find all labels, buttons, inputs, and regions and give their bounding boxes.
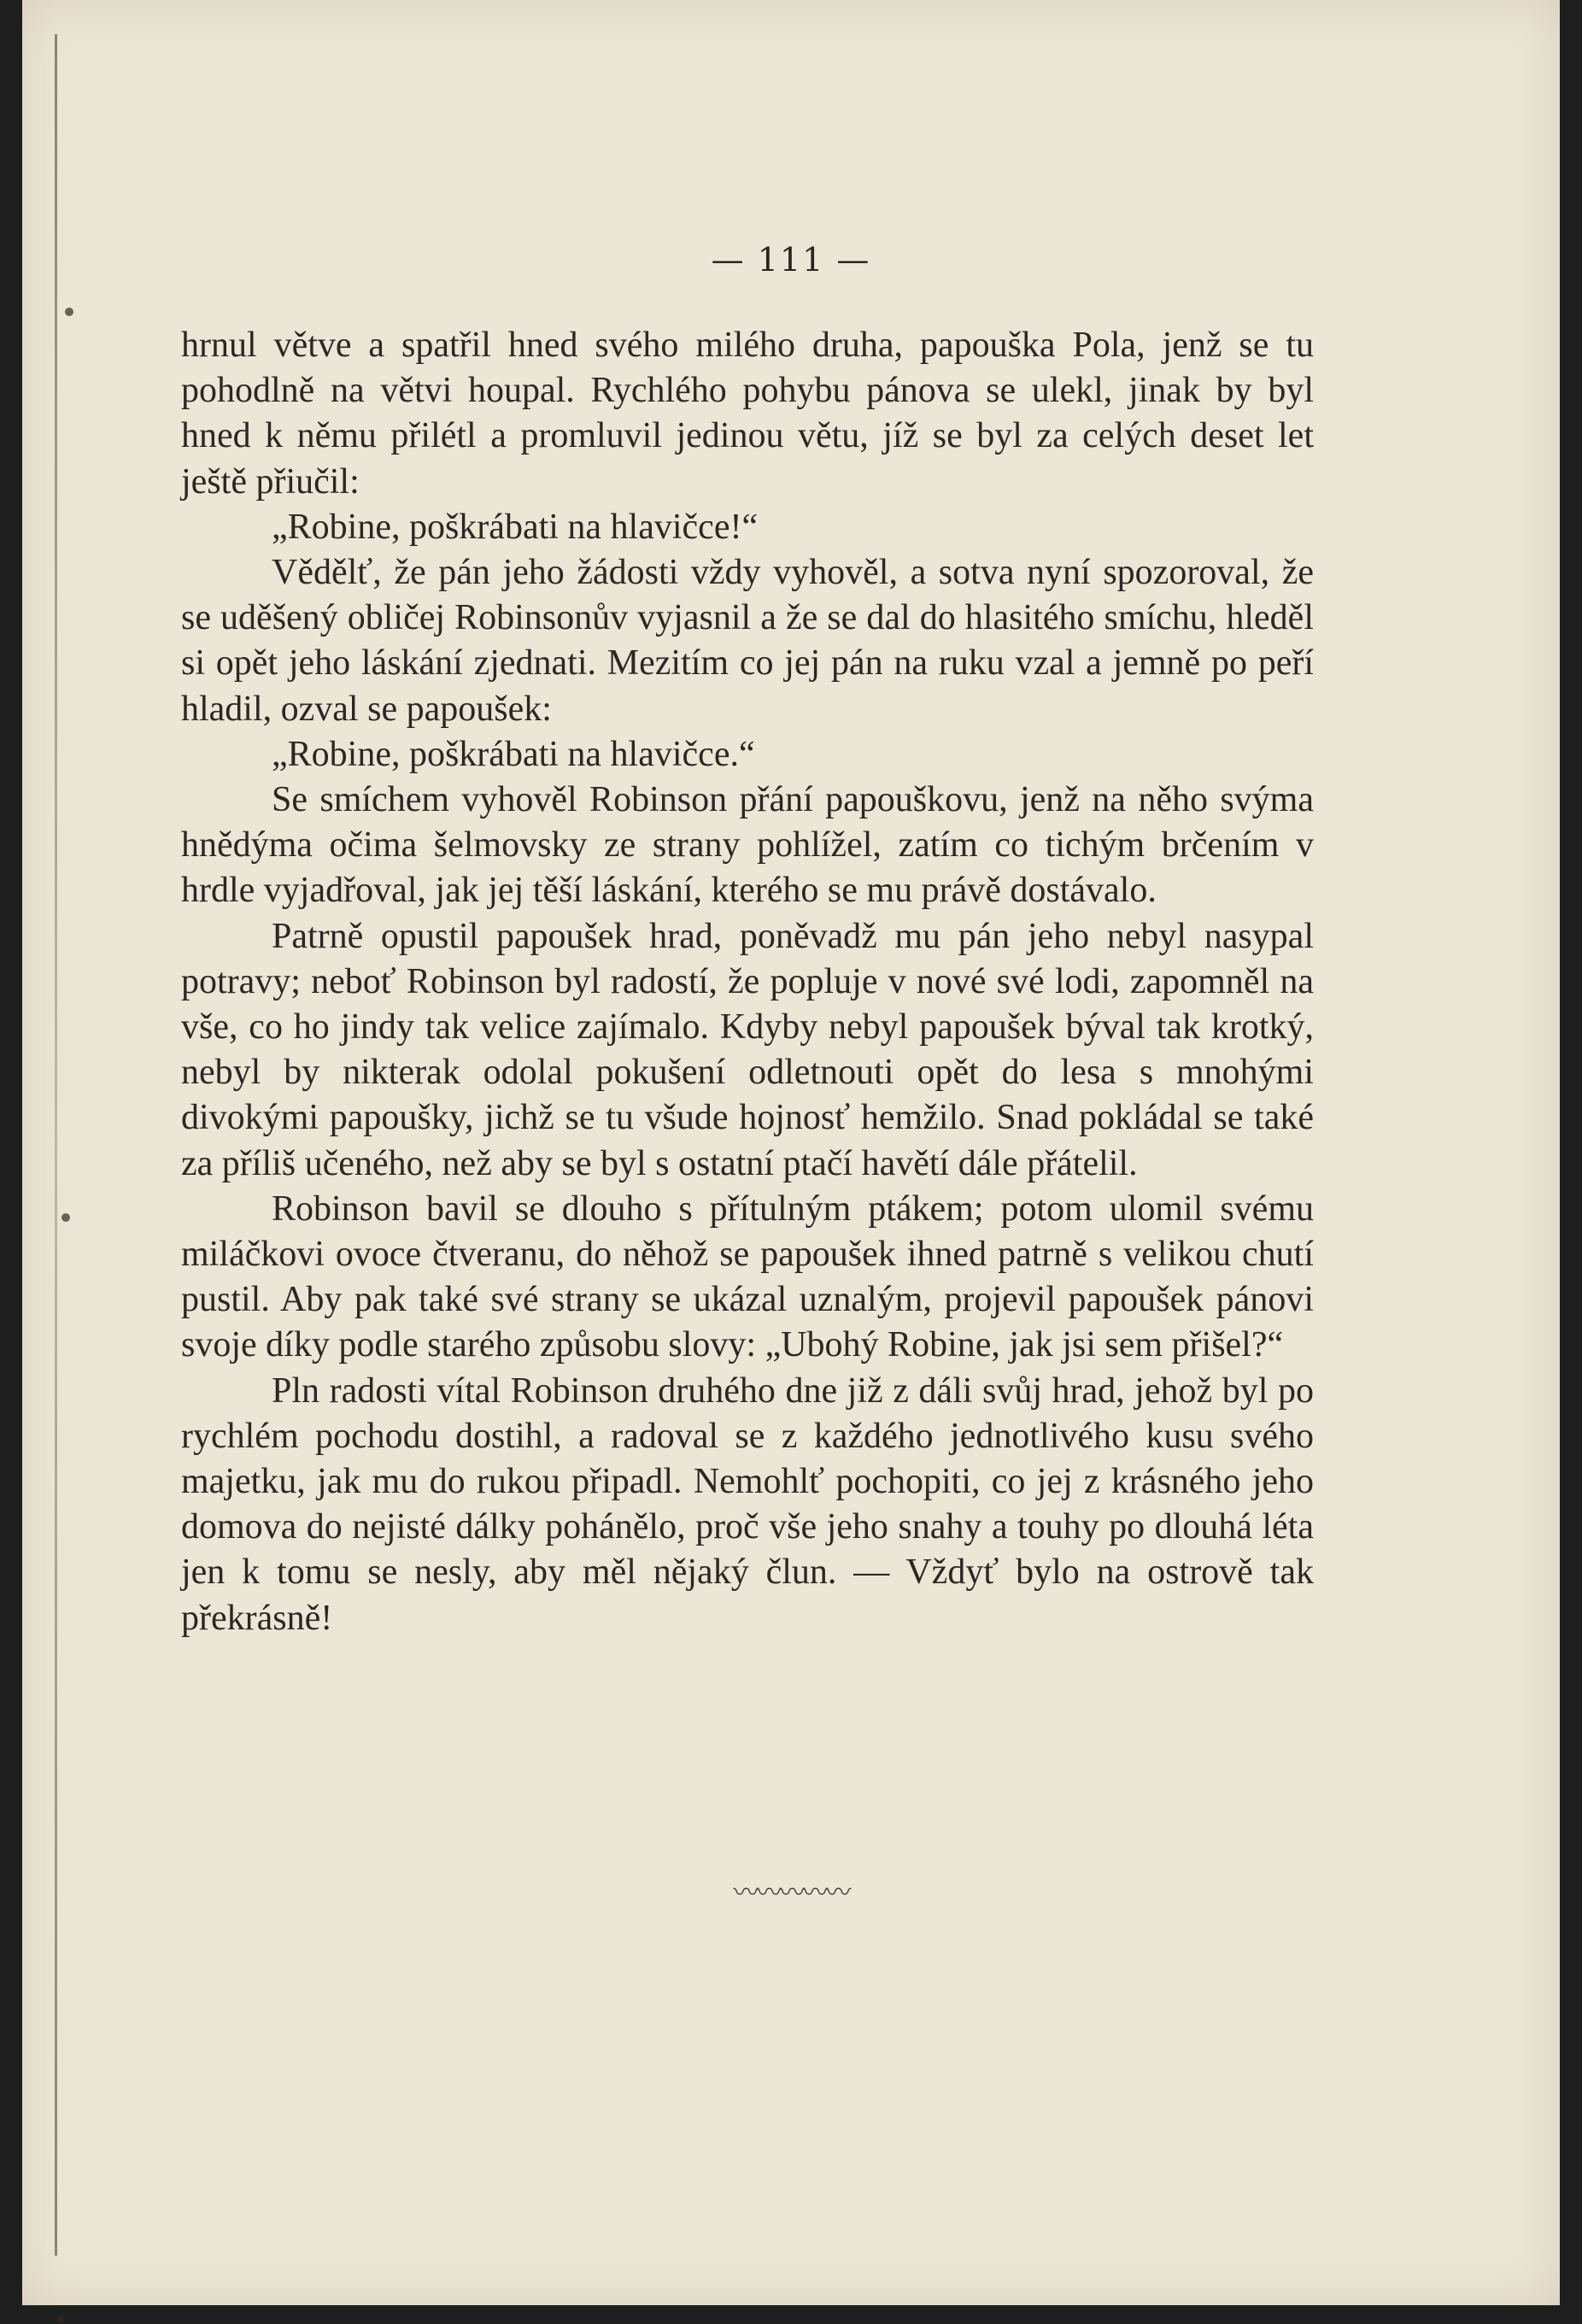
binding-edge — [55, 34, 57, 2256]
quoted-speech: „Robine, poškrábati na hlavičce!“ — [272, 507, 759, 547]
book-page — [22, 0, 1560, 2305]
end-ornament: 〰〰〰〰〰 — [733, 1878, 849, 1908]
quoted-speech: „Robine, poškrábati na hlavičce.“ — [272, 734, 755, 774]
body-text — [181, 323, 1314, 1641]
ink-spot — [56, 2315, 65, 2324]
paragraph: Robinson bavil se dlouho s přítulným ptákem; potom ulomil svému miláčkovi ovoce čtveranu, do něhož se papoušek ihned patrně s velikou chutí pustil. Aby pak také své strany se ukázal uznalým, projevil papoušek pánovi svoje díky podle starého způsobu slovy: „Ubohý Robine, jak jsi sem přišel?“ — [181, 1188, 1314, 1365]
paragraph: Patrně opustil papoušek hrad, poněvadž mu pán jeho nebyl nasypal potravy; neboť Robinson byl radostí, že popluje v nové své lodi, zapomněl na vše, co ho jindy tak velice zajímalo. Kdyby nebyl papoušek býval tak krotký, nebyl by nikterak odolal pokušení odletnouti opět do lesa s mnohými divokými papoušky, jichž se tu všude hojnosť hemžilo. Snad pokládal se také za příliš učeného, než aby se byl s ostatní ptačí havětí dále přátelil. — [181, 916, 1314, 1183]
paragraph: hrnul větve a spatřil hned svého milého druha, papouška Pola, jenž se tu pohodlně na větvi houpal. Rychlého pohybu pánova se ulekl, jinak by byl hned k němu přilétl a promluvil jedinou větu, jíž se byl za celých deset let ještě přiučil: — [181, 326, 1314, 502]
ink-spot — [65, 308, 73, 316]
paragraph: Se smíchem vyhověl Robinson přání papouškovu, jenž na něho svýma hnědýma očima šelmovsky ze strany pohlížel, zatím co tichým brčením v hrdle vyjadřoval, jak jej těší láskání, kterého se mu právě dostávalo. — [181, 780, 1314, 911]
paragraph: Pln radosti vítal Robinson druhého dne již z dáli svůj hrad, jehož byl po rychlém pochodu dostihl, a radoval se z každého jednotlivého kusu svého majetku, jak mu do rukou připadl. Nemohlť pochopiti, co jej z krásného jeho domova do nejisté dálky pohánělo, proč vše jeho snahy a touhy po dlouhá léta jen k tomu se nesly, aby měl nějaký člun. — Vždyť bylo na ostrově tak překrásně! — [181, 1370, 1314, 1638]
page-number: — 111 — — [711, 241, 871, 279]
ink-spot — [62, 1213, 70, 1222]
paragraph: Vědělť, že pán jeho žádosti vždy vyhověl, a sotva nyní spozoroval, že se uděšený obličej Robinsonův vyjasnil a že se dal do hlasitého smíchu, hleděl si opět jeho láskání zjednati. Mezitím co jej pán na ruku vzal a jemně po peří hladil, ozval se papoušek: — [181, 553, 1314, 729]
